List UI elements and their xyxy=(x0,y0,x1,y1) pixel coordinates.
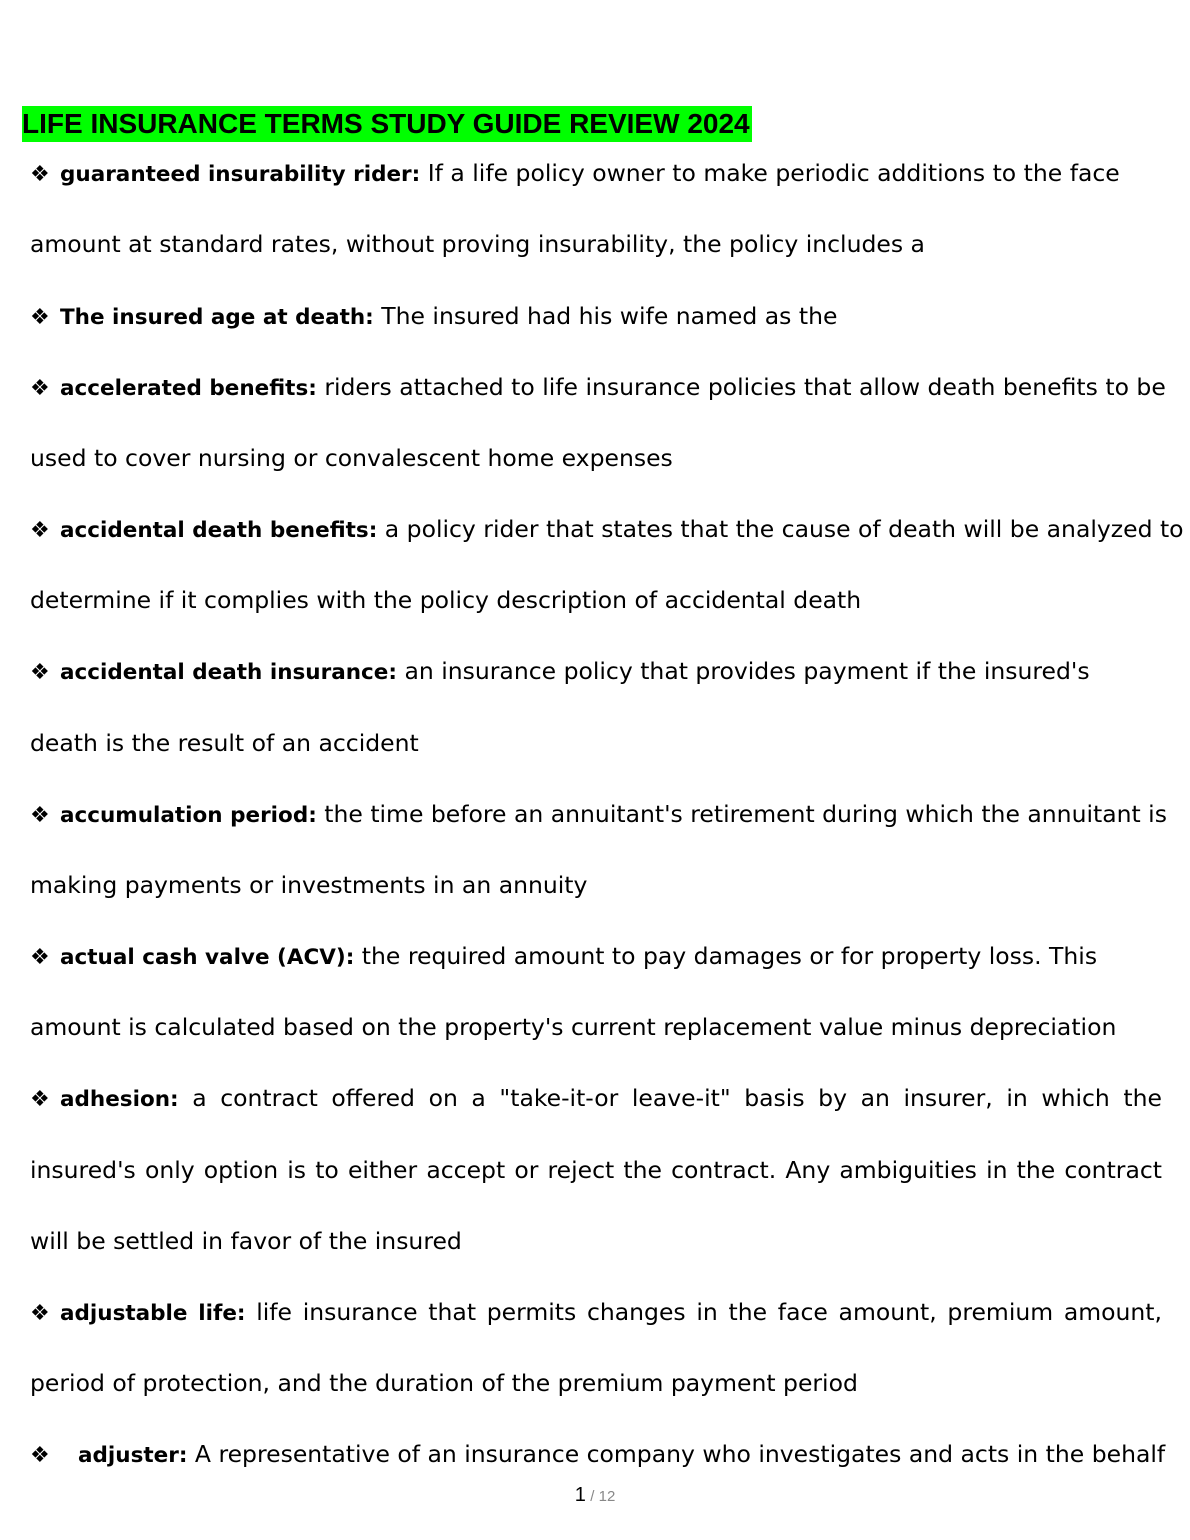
entry-definition-continued: will be settled in favor of the insured xyxy=(30,1227,462,1255)
entry-definition: a contract offered on a "take-it-or leave-it" basis by an insurer, in which the xyxy=(178,1084,1162,1112)
entry-definition-continued: amount is calculated based on the property's current replacement value minus depreciation xyxy=(30,1013,1117,1041)
entry-accumulation-period xyxy=(30,798,1167,832)
entry-term: actual cash valve (ACV): xyxy=(60,945,355,970)
entry-definition-continued: insured's only option is to either accept or reject the contract. Any ambiguities in the contract xyxy=(30,1156,1162,1184)
entry-definition: the time before an annuitant's retirement during which the annuitant is xyxy=(316,800,1167,828)
entry-definition-continued: period of protection, and the duration of the premium payment period xyxy=(30,1369,858,1397)
entry-accidental-death-insurance xyxy=(30,655,1162,689)
page-indicator xyxy=(0,1484,1190,1507)
entry-term: accidental death insurance: xyxy=(60,660,397,685)
entry-accelerated-benefits xyxy=(30,371,1166,405)
entry-definition: life insurance that permits changes in the face amount, premium amount, xyxy=(245,1298,1162,1326)
entry-definition-continued: determine if it complies with the policy description of accidental death xyxy=(30,586,862,614)
entry-definition: a policy rider that states that the cause of death will be analyzed to xyxy=(377,515,1184,543)
current-page-number: 1 xyxy=(574,1484,586,1506)
entry-definition: If a life policy owner to make periodic additions to the face xyxy=(420,159,1120,187)
entry-definition-continued: amount at standard rates, without proving insurability, the policy includes a xyxy=(30,230,925,258)
total-pages: / 12 xyxy=(590,1488,616,1505)
entry-term: The insured age at death: xyxy=(60,305,374,330)
entry-definition-continued: death is the result of an accident xyxy=(30,729,419,757)
entry-accidental-death-benefits xyxy=(30,513,1184,547)
entry-term: accelerated benefits: xyxy=(60,376,317,401)
entry-adhesion xyxy=(30,1082,1162,1116)
bullet-diamond-icon: ❖ xyxy=(30,945,50,970)
entry-term: accumulation period: xyxy=(60,803,317,828)
entry-adjuster xyxy=(30,1438,1166,1472)
bullet-diamond-icon: ❖ xyxy=(30,803,50,828)
entry-term: guaranteed insurability rider: xyxy=(60,162,421,187)
entry-term: adjuster: xyxy=(78,1443,188,1468)
entry-definition: the required amount to pay damages or for property loss. This xyxy=(354,942,1098,970)
entry-term: adjustable life: xyxy=(60,1301,246,1326)
entry-insured-age-at-death xyxy=(30,300,1162,334)
bullet-diamond-icon: ❖ xyxy=(30,518,50,543)
entry-adjustable-life xyxy=(30,1296,1162,1330)
bullet-diamond-icon: ❖ xyxy=(30,1443,50,1468)
entry-definition: riders attached to life insurance policies that allow death benefits to be xyxy=(316,373,1166,401)
bullet-diamond-icon: ❖ xyxy=(30,162,50,187)
entry-guaranteed-insurability-rider xyxy=(30,157,1162,191)
entry-definition-continued: making payments or investments in an annuity xyxy=(30,871,588,899)
entry-term: adhesion: xyxy=(60,1087,179,1112)
document-title: LIFE INSURANCE TERMS STUDY GUIDE REVIEW 2024 xyxy=(22,106,752,142)
entry-actual-cash-value xyxy=(30,940,1162,974)
bullet-diamond-icon: ❖ xyxy=(30,305,50,330)
bullet-diamond-icon: ❖ xyxy=(30,1087,50,1112)
bullet-diamond-icon: ❖ xyxy=(30,1301,50,1326)
entry-definition-continued: used to cover nursing or convalescent home expenses xyxy=(30,444,673,472)
entry-definition: an insurance policy that provides payment if the insured's xyxy=(396,657,1090,685)
bullet-diamond-icon: ❖ xyxy=(30,660,50,685)
entry-definition: The insured had his wife named as the xyxy=(373,302,838,330)
entry-definition: A representative of an insurance company who investigates and acts in the behalf xyxy=(187,1440,1166,1468)
bullet-diamond-icon: ❖ xyxy=(30,376,50,401)
entry-term: accidental death benefits: xyxy=(60,518,378,543)
